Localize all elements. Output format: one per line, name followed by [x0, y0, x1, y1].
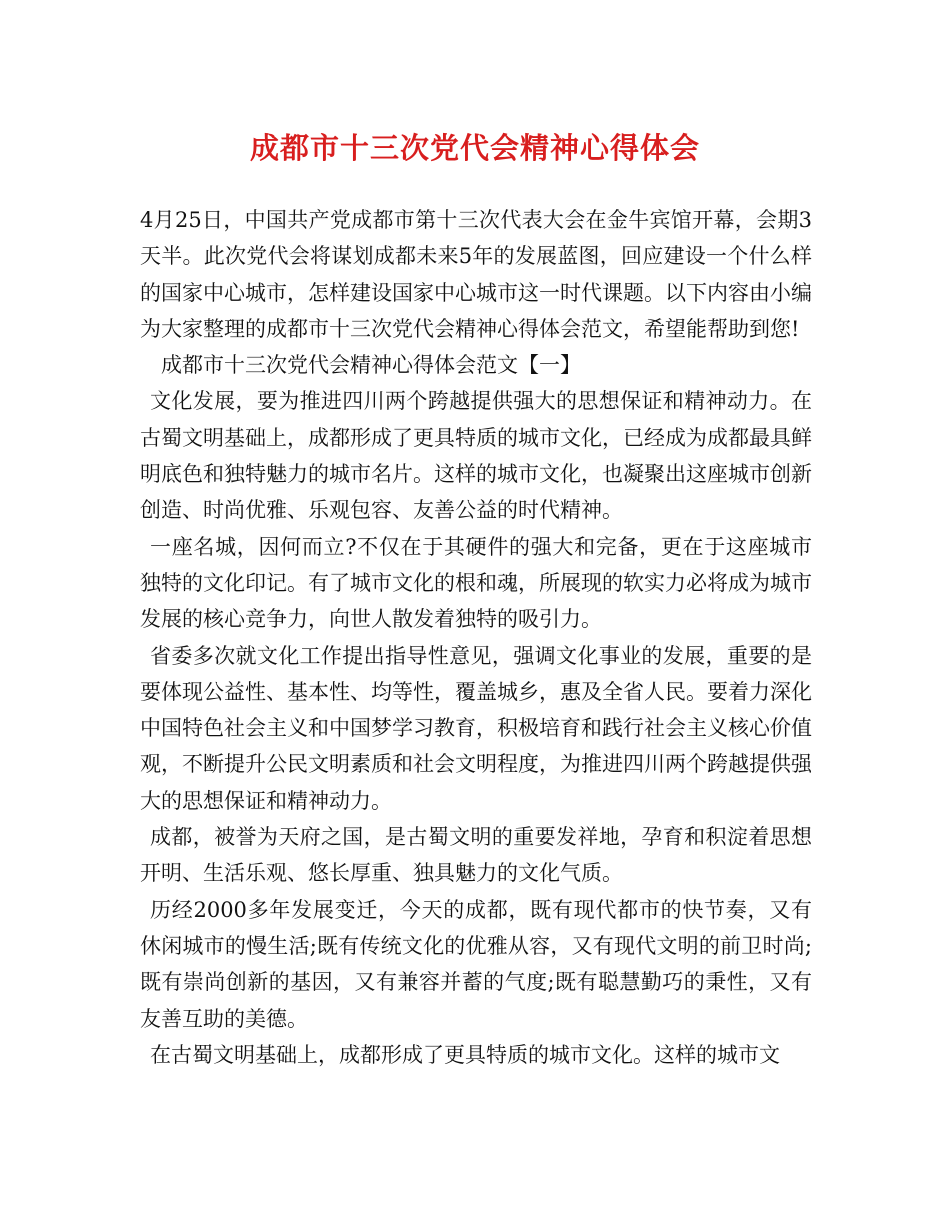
- body-paragraph: 一座名城，因何而立?不仅在于其硬件的强大和完备，更在于这座城市独特的文化印记。有了城市文化的根和魂，所展现的软实力必将成为城市发展的核心竞争力，向世人散发着独特的吸引力。: [140, 534, 812, 632]
- body-paragraph: 历经2000多年发展变迁，今天的成都，既有现代都市的快节奏，又有休闲城市的慢生活;既有传统文化的优雅从容，又有现代文明的前卫时尚;既有崇尚创新的基因，又有兼容并蓄的气度;既有聪慧勤巧的秉性，又有友善互助的美德。: [140, 897, 812, 1031]
- body-paragraph: 省委多次就文化工作提出指导性意见，强调文化事业的发展，重要的是要体现公益性、基本性、均等性，覆盖城乡，惠及全省人民。要着力深化中国特色社会主义和中国梦学习教育，积极培育和践行社会主义核心价值观，不断提升公民文明素质和社会文明程度，为推进四川两个跨越提供强大的思想保证和精神动力。: [140, 643, 812, 813]
- section-heading: 成都市十三次党代会精神心得体会范文【一】: [161, 353, 581, 378]
- intro-paragraph: 4月25日，中国共产党成都市第十三次代表大会在金牛宾馆开幕，会期3天半。此次党代会将谋划成都未来5年的发展蓝图，回应建设一个什么样的国家中心城市，怎样建设国家中心城市这一时代课题。以下内容由小编为大家整理的成都市十三次党代会精神心得体会范文，希望能帮助到您!: [140, 208, 812, 341]
- body-paragraph: 在古蜀文明基础上，成都形成了更具特质的城市文化。这样的城市文: [150, 1042, 780, 1067]
- body-paragraph: 成都，被誉为天府之国，是古蜀文明的重要发祥地，孕育和积淀着思想开明、生活乐观、悠长厚重、独具魅力的文化气质。: [140, 825, 812, 886]
- document-body: [140, 202, 812, 1073]
- body-paragraph: 文化发展，要为推进四川两个跨越提供强大的思想保证和精神动力。在古蜀文明基础上，成都形成了更具特质的城市文化，已经成为成都最具鲜明底色和独特魅力的城市名片。这样的城市文化，也凝聚出这座城市创新创造、时尚优雅、乐观包容、友善公益的时代精神。: [140, 389, 812, 523]
- document-title: 成都市十三次党代会精神心得体会: [249, 131, 700, 165]
